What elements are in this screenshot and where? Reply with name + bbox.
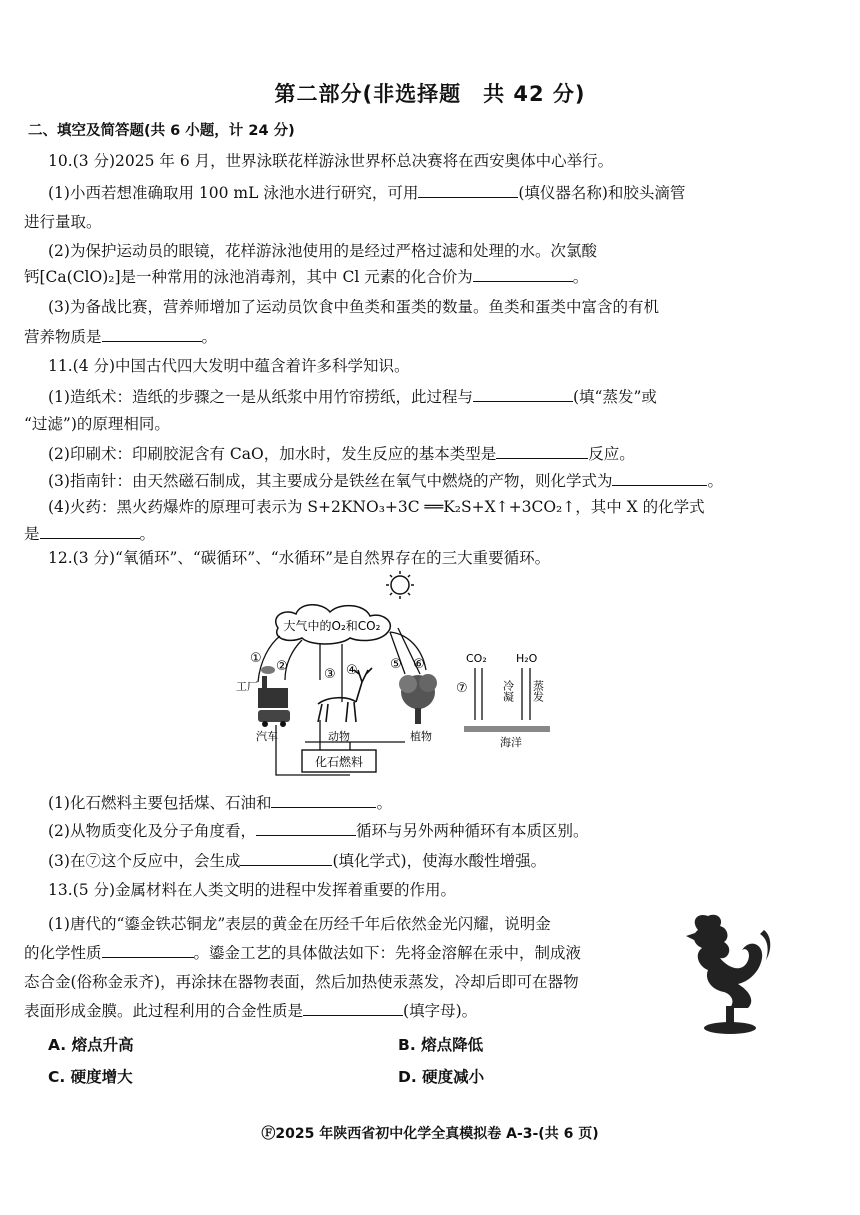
- animal-label: 动物: [328, 730, 350, 743]
- answer-blank[interactable]: [240, 850, 332, 866]
- answer-blank[interactable]: [303, 1000, 403, 1016]
- evaporate-label: 蒸发: [531, 680, 545, 702]
- label-6: ⑥: [413, 657, 425, 672]
- tree-icon: [399, 674, 437, 724]
- q10-part2-cont: 钙[Ca(ClO)₂]是一种常用的泳池消毒剂，其中 Cl 元素的化合价为 。: [24, 268, 589, 286]
- ocean-surface: [464, 726, 550, 732]
- q13-part1: (1)唐代的“鎏金铁芯铜龙”表层的黄金在历经千年后依然金光闪耀，说明金: [48, 915, 551, 933]
- section-heading: 二、填空及简答题(共 6 小题，计 24 分): [28, 123, 295, 139]
- q13-part1-l4: 表面形成金膜。此过程利用的合金性质是 (填字母)。: [24, 1002, 478, 1020]
- q13-part1-l2: 的化学性质 。鎏金工艺的具体做法如下：先将金溶解在汞中，制成液: [24, 944, 582, 962]
- answer-blank[interactable]: [473, 386, 573, 402]
- q12-part1: (1)化石燃料主要包括煤、石油和 。: [48, 794, 392, 812]
- answer-blank[interactable]: [40, 523, 140, 539]
- answer-blank[interactable]: [473, 266, 573, 282]
- label-5: ⑤: [390, 657, 402, 672]
- q11-stem: 11.(4 分)中国古代四大发明中蕴含着许多科学知识。: [48, 357, 410, 375]
- option-d[interactable]: D. 硬度减小: [398, 1068, 485, 1086]
- answer-blank[interactable]: [102, 326, 202, 342]
- q10-part3-cont: 营养物质是 。: [24, 328, 218, 346]
- answer-blank[interactable]: [418, 182, 518, 198]
- answer-blank[interactable]: [496, 443, 588, 459]
- condense-label: 冷凝: [501, 680, 515, 702]
- option-c[interactable]: C. 硬度增大: [48, 1068, 133, 1086]
- plant-label: 植物: [410, 730, 432, 743]
- option-a[interactable]: A. 熔点升高: [48, 1036, 134, 1054]
- q11-part1: (1)造纸术：造纸的步骤之一是从纸浆中用竹帘捞纸，此过程与 (填“蒸发”或: [48, 388, 657, 406]
- option-b[interactable]: B. 熔点降低: [398, 1036, 484, 1054]
- cycle-diagram: [230, 570, 630, 780]
- q11-part4-cont: 是 。: [24, 525, 156, 543]
- label-2: ②: [276, 659, 288, 674]
- co2-label: CO₂: [466, 652, 487, 665]
- label-1: ①: [250, 651, 262, 666]
- q10-part2: (2)为保护运动员的眼镜，花样游泳池使用的是经过严格过滤和处理的水。次氯酸: [48, 242, 597, 260]
- sun-icon: [386, 571, 414, 599]
- label-4: ④: [346, 663, 358, 678]
- car-icon: [258, 710, 290, 727]
- q11-part1-cont: “过滤”)的原理相同。: [24, 415, 170, 433]
- q11-part4: (4)火药：黑火药爆炸的原理可表示为 S+2KNO₃+3C ══K₂S+X↑+3CO₂↑，其中 X 的化学式: [48, 498, 705, 516]
- h2o-label: H₂O: [516, 652, 538, 665]
- q11-part3: (3)指南针：由天然磁石制成，其主要成分是铁丝在氧气中燃烧的产物，则化学式为 。: [48, 472, 723, 490]
- label-7: ⑦: [456, 681, 468, 696]
- q10-stem: 10.(3 分)2025 年 6 月，世界泳联花样游泳世界杯总决赛将在西安奥体中心举行。: [48, 152, 614, 170]
- answer-blank[interactable]: [102, 942, 194, 958]
- answer-blank[interactable]: [271, 792, 376, 808]
- factory-label: 工厂: [236, 680, 258, 693]
- answer-blank[interactable]: [612, 470, 707, 486]
- answer-blank[interactable]: [256, 820, 356, 836]
- q10-part1: (1)小西若想准确取用 100 mL 泳池水进行研究，可用 (填仪器名称)和胶头滴管: [48, 184, 686, 202]
- q10-part1-cont: 进行量取。: [24, 213, 102, 231]
- q11-part2: (2)印刷术：印刷胶泥含有 CaO，加水时，发生反应的基本类型是 反应。: [48, 445, 635, 463]
- bronze-dragon-image: [668, 910, 788, 1038]
- atmosphere-cloud: [276, 605, 391, 644]
- q12-part3: (3)在⑦这个反应中，会生成 (填化学式)，使海水酸性增强。: [48, 852, 547, 870]
- fossil-fuel-label: 化石燃料: [314, 755, 364, 769]
- car-label: 汽车: [256, 730, 278, 743]
- q10-part3: (3)为备战比赛，营养师增加了运动员饮食中鱼类和蛋类的数量。鱼类和蛋类中富含的有机: [48, 298, 659, 316]
- q12-stem: 12.(3 分)“氧循环”、“碳循环”、“水循环”是自然界存在的三大重要循环。: [48, 549, 551, 567]
- q13-stem: 13.(5 分)金属材料在人类文明的进程中发挥着重要的作用。: [48, 881, 457, 899]
- cloud-label: 大气中的O₂和CO₂: [283, 619, 381, 633]
- ocean-label: 海洋: [500, 736, 522, 749]
- page-footer: Ⓕ2025 年陕西省初中化学全真模拟卷 A-3-(共 6 页): [261, 1126, 599, 1142]
- label-3: ③: [324, 667, 336, 682]
- q13-part1-l3: 态合金(俗称金汞齐)，再涂抹在器物表面，然后加热使汞蒸发，冷却后即可在器物: [24, 973, 579, 991]
- q12-part2: (2)从物质变化及分子角度看， 循环与另外两种循环有本质区别。: [48, 822, 589, 840]
- part-title: 第二部分(非选择题 共 42 分): [274, 82, 586, 106]
